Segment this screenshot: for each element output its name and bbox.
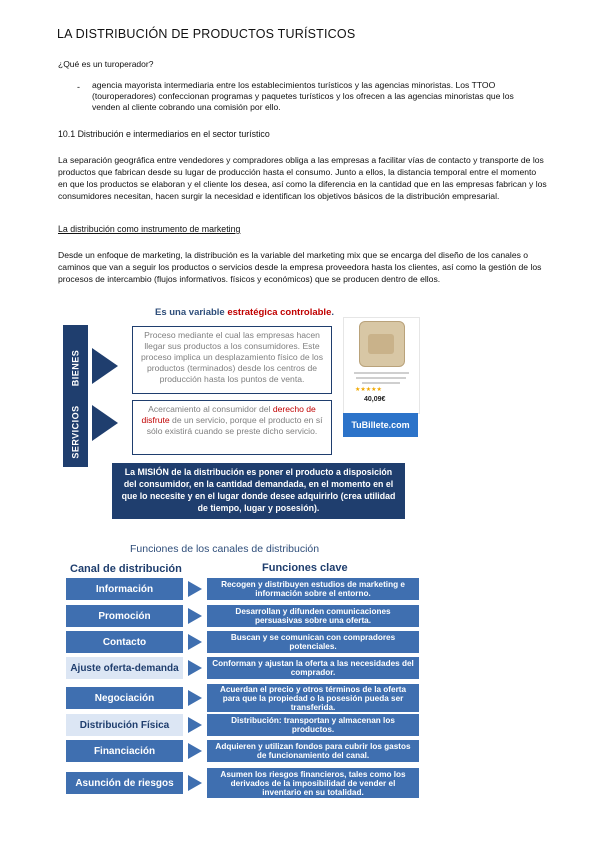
funcion-item: Acuerdan el precio y otros términos de la oferta para que la propiedad o la posesión pueda ser transferida. [207,684,419,712]
paragraph-marketing: Desde un enfoque de marketing, la distribución es la variable del marketing mix que se encarga del diseño de los canales o caminos que van a seguir los productos o servicios desde la empresa proveedora hasta los clientes, así como la gestión de los procesos de intercambio (flujos informativos. físicos y económicos) que se producen dentro de ellos. [58,250,542,284]
funcion-item: Adquieren y utilizan fondos para cubrir los gastos de funcionamiento del canal. [207,740,419,762]
arrow-right-icon [188,581,202,597]
mision-text: de la distribución es poner el producto a disposición del consumidor, en la cantidad demandada, en el momento en el que lo necesite y en el lugar donde desee adquirirlo (crea utilidad de tiempo, lugar y posesión). [121,467,396,513]
canal-item: Negociación [66,687,183,709]
canal-item: Ajuste oferta-demanda [66,657,183,679]
product-image [343,317,420,414]
arrow-right-icon [188,634,202,650]
servicios-pre: Acercamiento al consumidor del [148,404,273,414]
rating-stars: ★★★★★ [355,387,382,393]
arrow-right-icon [188,608,202,624]
bienes-label: BIENES [70,349,81,386]
backpack-icon [359,321,405,367]
mision-highlight: MISIÓN [137,467,169,477]
arrow-right-icon [188,690,202,706]
servicios-tab [63,397,88,467]
figure2-title: Funciones de los canales de distribución [130,543,320,555]
canal-item: Asunción de riesgos [66,772,183,794]
paragraph-distribution: La separación geográfica entre vendedores y compradores obliga a las empresas a facilitar vías de contacto y transporte de los productos que fabrican desde su lugar de producción hasta el consumo. Junto a ellos, la distancia temporal entre el momento en que los productos se elaboran y el cliente los desea, así como la diferencia en la cantidad que en las empresas fabrican y los consumidores necesitan, hacen surgir la necesidad e identifican los objetivos básicos de la distribución empresarial. [58,155,547,201]
funcion-item: Distribución: transportan y almacenan los productos. [207,714,419,736]
arrow-right-icon [188,775,202,791]
arrow-right-icon [188,743,202,759]
product-text-line [354,372,409,374]
subheading-marketing: La distribución como instrumento de marketing [58,224,241,234]
mision-box [112,463,405,519]
figure1-caption [155,307,334,318]
product-price: 40,09€ [364,396,386,403]
arrow-right-icon [92,348,118,384]
brand-logo: TuBillete.com [343,413,418,437]
servicios-highlight: derecho de disfrute [141,404,316,425]
funcion-item: Desarrollan y difunden comunicaciones persuasivas sobre una oferta. [207,605,419,627]
servicios-description [132,400,332,455]
canal-item: Contacto [66,631,183,653]
product-text-line [362,382,400,384]
bullet-dash: - [77,82,80,92]
canal-column-header: Canal de distribución [70,563,182,575]
turoperador-definition: agencia mayorista intermediaria entre los establecimientos turísticos y las agencias minoristas. Los TTOO (touroperadores) confeccionan programas y paquetes turísticos y los ofrecen a las agencias minoristas que los venden al cliente cobrando una comisión por ello. [92,80,514,112]
funcion-item: Recogen y distribuyen estudios de marketing e información sobre el entorno. [207,578,419,600]
funcion-item: Buscan y se comunican con compradores potenciales. [207,631,419,653]
funcion-item: Asumen los riesgos financieros, tales como los derivados de la imposibilidad de vender el inventario en su totalidad. [207,768,419,798]
section-heading: 10.1 Distribución e intermediarios en el sector turístico [58,129,270,139]
caption-prefix: Es una variable [155,307,228,318]
mision-prefix: La [124,467,138,477]
servicios-label: SERVICIOS [70,405,81,459]
page-title: LA DISTRIBUCIÓN DE PRODUCTOS TURÍSTICOS [57,27,356,41]
caption-suffix: . [331,307,334,318]
arrow-right-icon [188,717,202,733]
canal-item: Distribución Física [66,714,183,736]
funcion-item: Conforman y ajustan la oferta a las necesidades del comprador. [207,657,419,679]
bienes-description: Proceso mediante el cual las empresas hacen llegar sus productos a los consumidores. Este proceso implica un desplazamiento físico de los productos (terminados) desde los centros de producción hasta los puntos de venta. [132,326,332,394]
canal-item: Información [66,578,183,600]
question-heading: ¿Qué es un turoperador? [58,59,154,69]
funciones-column-header: Funciones clave [262,562,348,574]
arrow-right-icon [188,660,202,676]
caption-highlight: estratégica controlable [227,307,332,318]
canal-item: Financiación [66,740,183,762]
canal-item: Promoción [66,605,183,627]
product-text-line [356,377,406,379]
servicios-post: de un servicio, porque el producto en sí sólo existirá cuando se preste dicho servicio. [146,415,323,436]
arrow-right-icon [92,405,118,441]
